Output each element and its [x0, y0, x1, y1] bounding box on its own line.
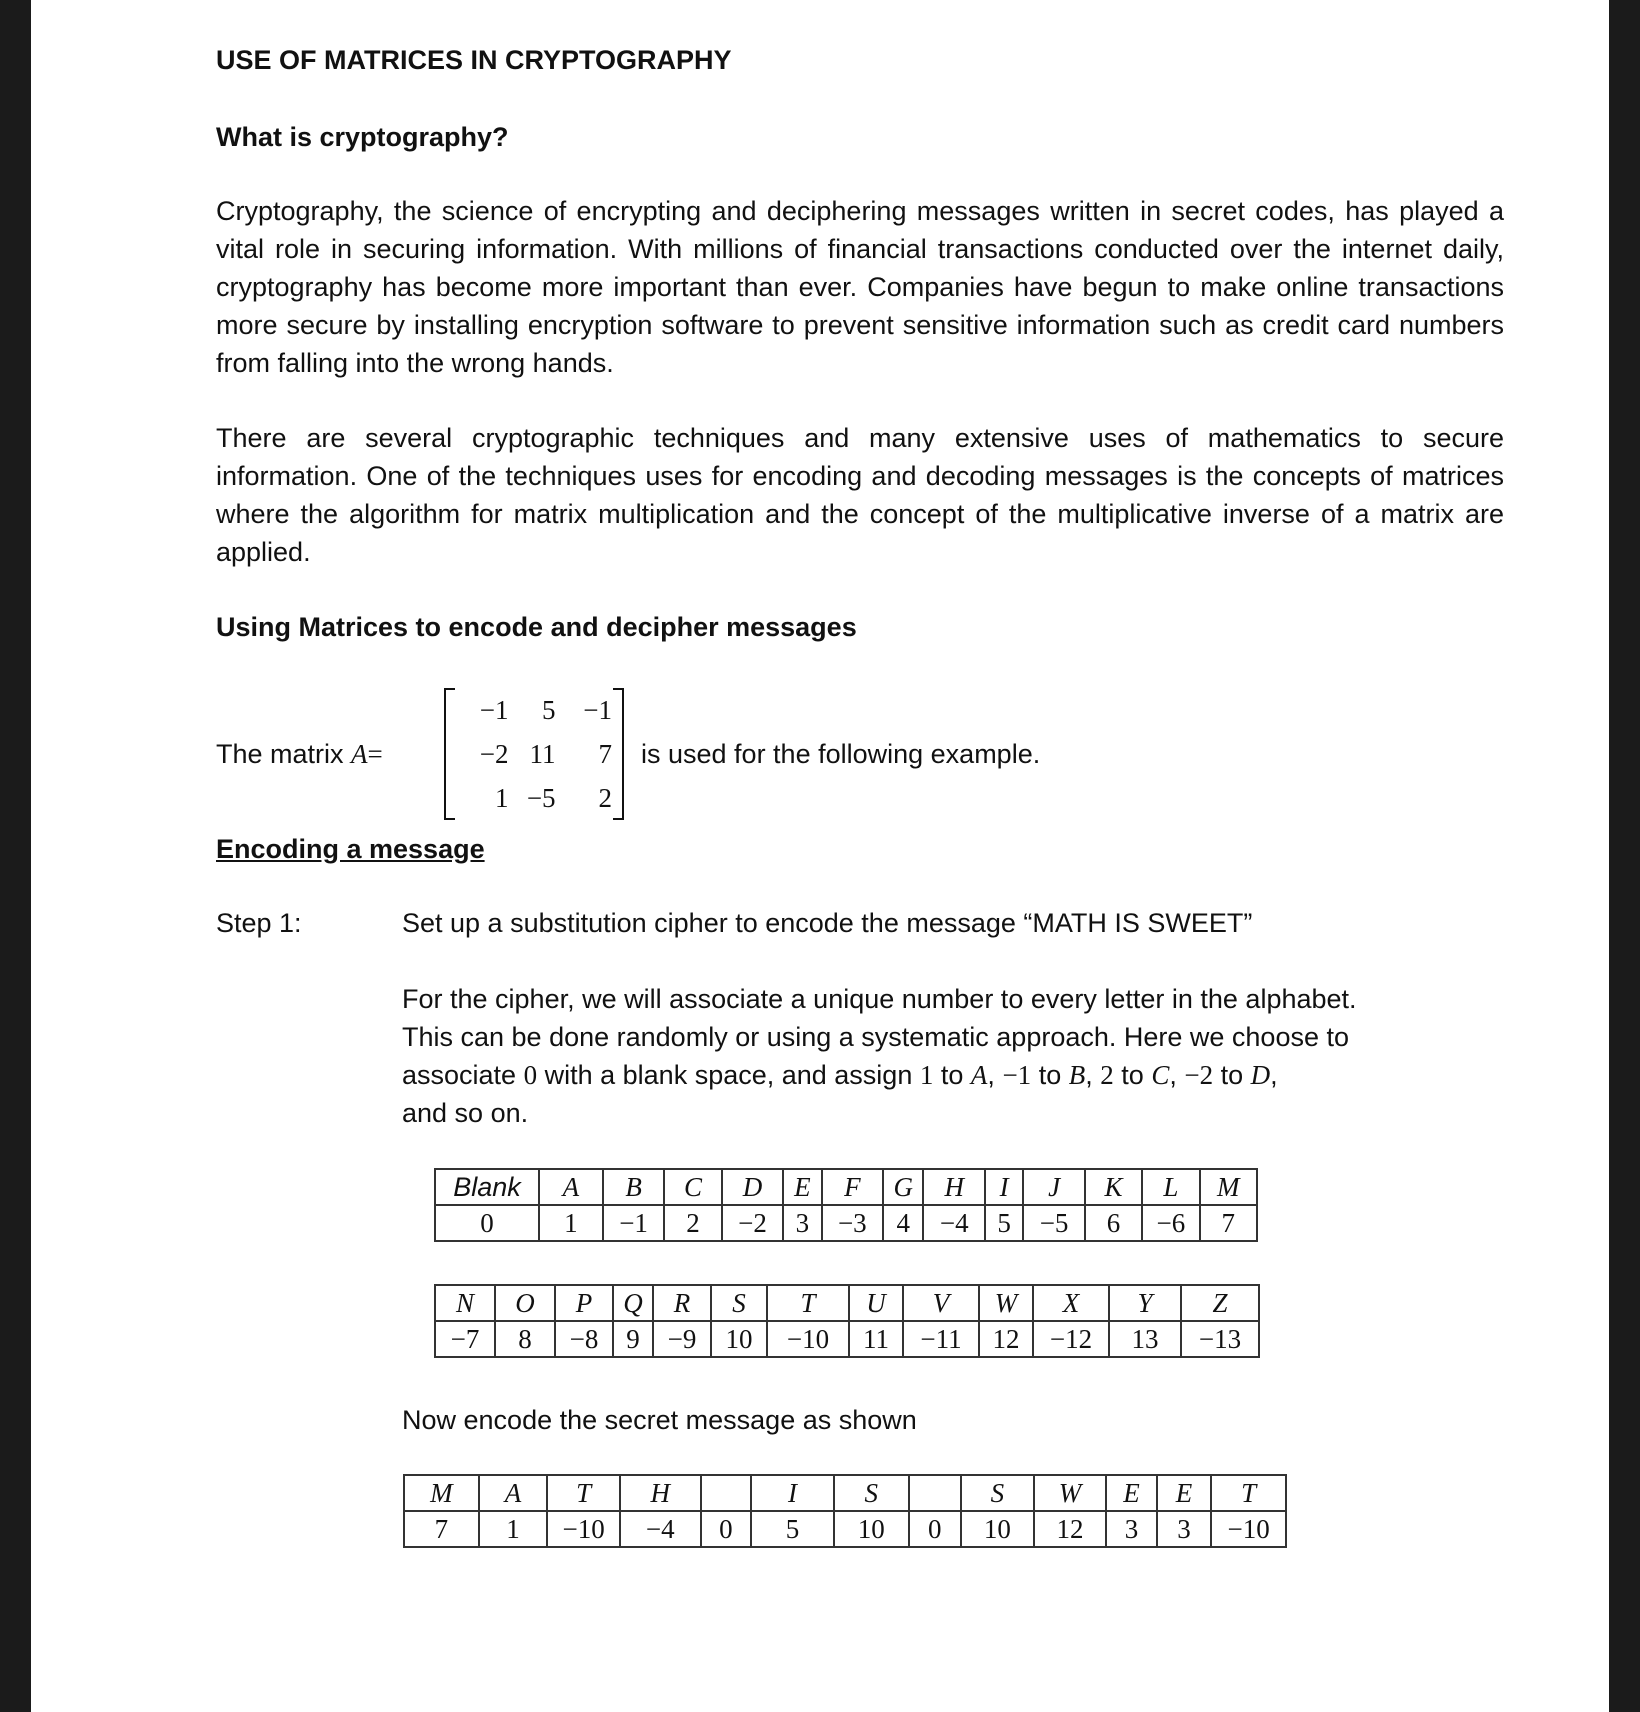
step-text: Set up a substitution cipher to encode the message “MATH IS SWEET”: [402, 908, 1253, 938]
heading-what-is-cryptography: What is cryptography?: [216, 122, 509, 152]
table-cell: [909, 1475, 961, 1511]
math-value: 0: [523, 1060, 538, 1090]
table-cell: 10: [834, 1511, 909, 1547]
text: to: [1121, 1060, 1144, 1090]
table-cell: S: [711, 1285, 767, 1321]
heading-using-matrices: Using Matrices to encode and decipher messages: [216, 612, 857, 642]
matrix-cell: 7: [598, 739, 613, 769]
table-cell: 10: [961, 1511, 1034, 1547]
math-value: −1: [1002, 1060, 1032, 1090]
table-cell: W: [1034, 1475, 1107, 1511]
table-cell: 7: [404, 1511, 479, 1547]
matrix-cell: 2: [598, 783, 613, 813]
cipher-table-a-m: [434, 1168, 1258, 1242]
table-row: [435, 1321, 1259, 1357]
table-cell: G: [883, 1169, 923, 1205]
table-cell: 8: [495, 1321, 555, 1357]
matrix-cell: 1: [494, 783, 509, 813]
matrix-cell: −2: [479, 739, 509, 769]
table-cell: −12: [1033, 1321, 1109, 1357]
table-cell: E: [783, 1169, 821, 1205]
table-row: [435, 1285, 1259, 1321]
table-cell: −5: [1023, 1205, 1085, 1241]
matrix-cell: −1: [583, 695, 613, 725]
paragraph-cryptography-intro: Cryptography, the science of encrypting and deciphering messages written in secret codes, has played a vital role in securing information. With millions of financial transactions conducted over the internet daily, cryptography has become more important than ever. Companies have begun to make online transactions more secure by installing encryption software to prevent sensitive information such as credit card numbers from falling into the wrong hands.: [216, 196, 1504, 378]
table-cell: Blank: [435, 1169, 539, 1205]
table-cell: E: [1157, 1475, 1211, 1511]
table-cell: N: [435, 1285, 495, 1321]
table-cell: 12: [979, 1321, 1033, 1357]
table-cell: Z: [1181, 1285, 1259, 1321]
table-cell: 9: [613, 1321, 653, 1357]
table-cell: 11: [849, 1321, 903, 1357]
table-cell: H: [923, 1169, 985, 1205]
table-cell: X: [1033, 1285, 1109, 1321]
table-cell: −10: [547, 1511, 620, 1547]
matrix-equals: =: [367, 739, 383, 769]
now-encode-text: Now encode the secret message as shown: [402, 1405, 917, 1435]
step-label: Step 1:: [216, 908, 302, 938]
text: to: [1038, 1060, 1062, 1090]
text: to: [940, 1060, 964, 1090]
table-cell: C: [664, 1169, 721, 1205]
matrix-cell: −5: [526, 783, 556, 813]
table-cell: 3: [783, 1205, 821, 1241]
table-cell: 13: [1109, 1321, 1181, 1357]
matrix-a: [444, 688, 624, 820]
paragraph-techniques: There are several cryptographic techniques and many extensive uses of mathematics to secure information. One of the techniques uses for encoding and decoding messages is the concepts of matrices where the algorithm for matrix multiplication and the concept of the multiplicative inverse of a matrix are applied.: [216, 423, 1504, 567]
table-cell: 0: [909, 1511, 961, 1547]
table-cell: −2: [722, 1205, 784, 1241]
math-value: 1: [919, 1060, 934, 1090]
matrix-row: [454, 732, 614, 776]
table-cell: R: [653, 1285, 711, 1321]
document-page: [31, 0, 1609, 1712]
heading-encoding-a-message: Encoding a message: [216, 834, 485, 864]
table-cell: 2: [664, 1205, 721, 1241]
table-cell: −9: [653, 1321, 711, 1357]
table-cell: −1: [603, 1205, 665, 1241]
text: associate: [402, 1060, 517, 1090]
matrix-prefix: The matrix: [216, 739, 344, 769]
cipher-para-line-1: For the cipher, we will associate a unique number to every letter in the alphabet.: [402, 984, 1357, 1014]
table-cell: S: [961, 1475, 1034, 1511]
table-cell: S: [834, 1475, 909, 1511]
table-row: [404, 1475, 1286, 1511]
cipher-para-line-3: associate 0 with a blank space, and assign 1 to A, −1 to B, 2 to C, −2 to D,: [402, 1060, 1278, 1090]
table-cell: K: [1085, 1169, 1142, 1205]
cipher-para-line-4: and so on.: [402, 1098, 529, 1128]
table-cell: −3: [822, 1205, 884, 1241]
table-cell: 6: [1085, 1205, 1142, 1241]
math-letter: A: [970, 1060, 988, 1090]
page-title: USE OF MATRICES IN CRYPTOGRAPHY: [216, 45, 732, 75]
table-cell: T: [547, 1475, 620, 1511]
table-cell: A: [539, 1169, 603, 1205]
matrix-suffix: is used for the following example.: [641, 739, 1041, 769]
table-cell: T: [767, 1285, 849, 1321]
matrix-row: [454, 776, 614, 820]
table-cell: 10: [711, 1321, 767, 1357]
cipher-table-n-z: [434, 1284, 1260, 1358]
math-letter: D: [1250, 1060, 1271, 1090]
table-cell: 3: [1157, 1511, 1211, 1547]
table-cell: 0: [435, 1205, 539, 1241]
table-cell: −6: [1142, 1205, 1199, 1241]
table-cell: L: [1142, 1169, 1199, 1205]
table-cell: I: [751, 1475, 834, 1511]
table-cell: H: [620, 1475, 701, 1511]
table-cell: A: [479, 1475, 548, 1511]
table-cell: Y: [1109, 1285, 1181, 1321]
table-cell: 3: [1106, 1511, 1156, 1547]
table-cell: T: [1211, 1475, 1286, 1511]
matrix-intro: [216, 735, 383, 773]
table-cell: 5: [985, 1205, 1023, 1241]
matrix-cell: 5: [542, 695, 556, 725]
math-value: −2: [1184, 1060, 1214, 1090]
table-cell: Q: [613, 1285, 653, 1321]
table-cell: M: [404, 1475, 479, 1511]
table-cell: D: [722, 1169, 784, 1205]
text: with a blank space, and assign: [544, 1060, 913, 1090]
math-letter: B: [1068, 1060, 1086, 1090]
table-cell: B: [603, 1169, 665, 1205]
table-cell: F: [822, 1169, 884, 1205]
table-cell: V: [903, 1285, 979, 1321]
table-cell: −7: [435, 1321, 495, 1357]
math-letter: C: [1151, 1060, 1170, 1090]
table-cell: 4: [883, 1205, 923, 1241]
table-cell: 5: [751, 1511, 834, 1547]
table-row: [435, 1169, 1257, 1205]
table-cell: I: [985, 1169, 1023, 1205]
table-cell: 0: [701, 1511, 751, 1547]
matrix-cell: −1: [479, 695, 509, 725]
table-row: [435, 1205, 1257, 1241]
table-cell: O: [495, 1285, 555, 1321]
table-cell: 1: [479, 1511, 548, 1547]
table-cell: −11: [903, 1321, 979, 1357]
table-cell: −4: [923, 1205, 985, 1241]
table-cell: E: [1106, 1475, 1156, 1511]
table-row: [404, 1511, 1286, 1547]
table-cell: −4: [620, 1511, 701, 1547]
table-cell: J: [1023, 1169, 1085, 1205]
matrix-variable: A: [351, 739, 368, 769]
table-cell: −13: [1181, 1321, 1259, 1357]
table-cell: M: [1200, 1169, 1257, 1205]
table-cell: −10: [767, 1321, 849, 1357]
encoded-message-table: [403, 1474, 1287, 1548]
cipher-para-line-2: This can be done randomly or using a systematic approach. Here we choose to: [402, 1022, 1350, 1052]
table-cell: −8: [555, 1321, 613, 1357]
table-cell: P: [555, 1285, 613, 1321]
table-cell: U: [849, 1285, 903, 1321]
table-cell: [701, 1475, 751, 1511]
table-cell: W: [979, 1285, 1033, 1321]
text: to: [1220, 1060, 1244, 1090]
matrix-row: [454, 688, 614, 732]
matrix-right-bracket: [613, 688, 624, 820]
table-cell: 12: [1034, 1511, 1107, 1547]
table-cell: 1: [539, 1205, 603, 1241]
math-value: 2: [1100, 1060, 1114, 1090]
table-cell: −10: [1211, 1511, 1286, 1547]
table-cell: 7: [1200, 1205, 1257, 1241]
matrix-cell: 11: [529, 739, 556, 769]
